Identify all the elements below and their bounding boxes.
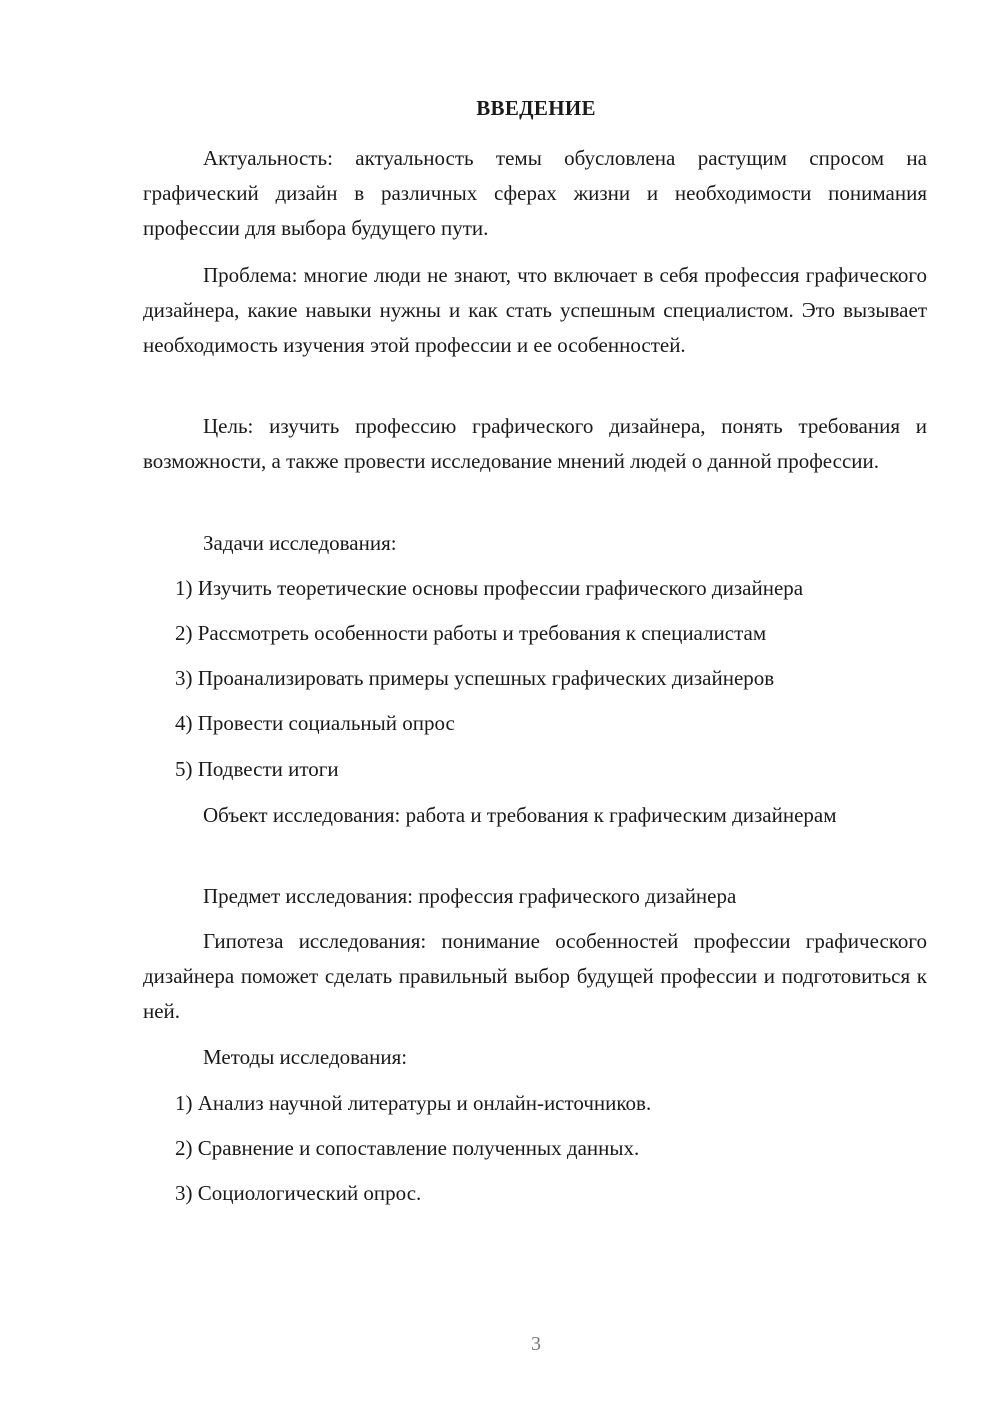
method-item-1: 1) Анализ научной литературы и онлайн-источников. xyxy=(175,1091,652,1115)
methods-heading: Методы исследования: xyxy=(203,1045,408,1069)
paragraph-object: Объект исследования: работа и требования к графическим дизайнерам xyxy=(203,803,837,827)
task-item-3: 3) Проанализировать примеры успешных графических дизайнеров xyxy=(175,666,775,690)
paragraph-hypothesis: Гипотеза исследования: понимание особенностей профессии графического дизайнера поможет сделать правильный выбор будущей профессии и подготовиться к ней. xyxy=(143,929,927,1023)
paragraph-subject: Предмет исследования: профессия графического дизайнера xyxy=(203,884,737,908)
page-title: ВВЕДЕНИЕ xyxy=(476,96,596,120)
task-item-5: 5) Подвести итоги xyxy=(175,757,339,781)
paragraph-goal: Цель: изучить профессию графического дизайнера, понять требования и возможности, а также провести исследование мнений людей о данной профессии. xyxy=(143,414,927,473)
task-item-1: 1) Изучить теоретические основы профессии графического дизайнера xyxy=(175,576,804,600)
task-item-4: 4) Провести социальный опрос xyxy=(175,711,455,735)
task-item-2: 2) Рассмотреть особенности работы и требования к специалистам xyxy=(175,621,767,645)
paragraph-relevance: Актуальность: актуальность темы обусловлена растущим спросом на графический дизайн в различных сферах жизни и необходимости понимания профессии для выбора будущего пути. xyxy=(143,146,927,240)
tasks-heading: Задачи исследования: xyxy=(203,531,397,555)
paragraph-problem: Проблема: многие люди не знают, что включает в себя профессия графического дизайнера, какие навыки нужны и как стать успешным специалистом. Это вызывает необходимость изучения этой профессии и ее особенностей. xyxy=(143,263,927,357)
method-item-2: 2) Сравнение и сопоставление полученных данных. xyxy=(175,1136,640,1160)
page-number: 3 xyxy=(531,1333,541,1355)
method-item-3: 3) Социологический опрос. xyxy=(175,1181,422,1205)
